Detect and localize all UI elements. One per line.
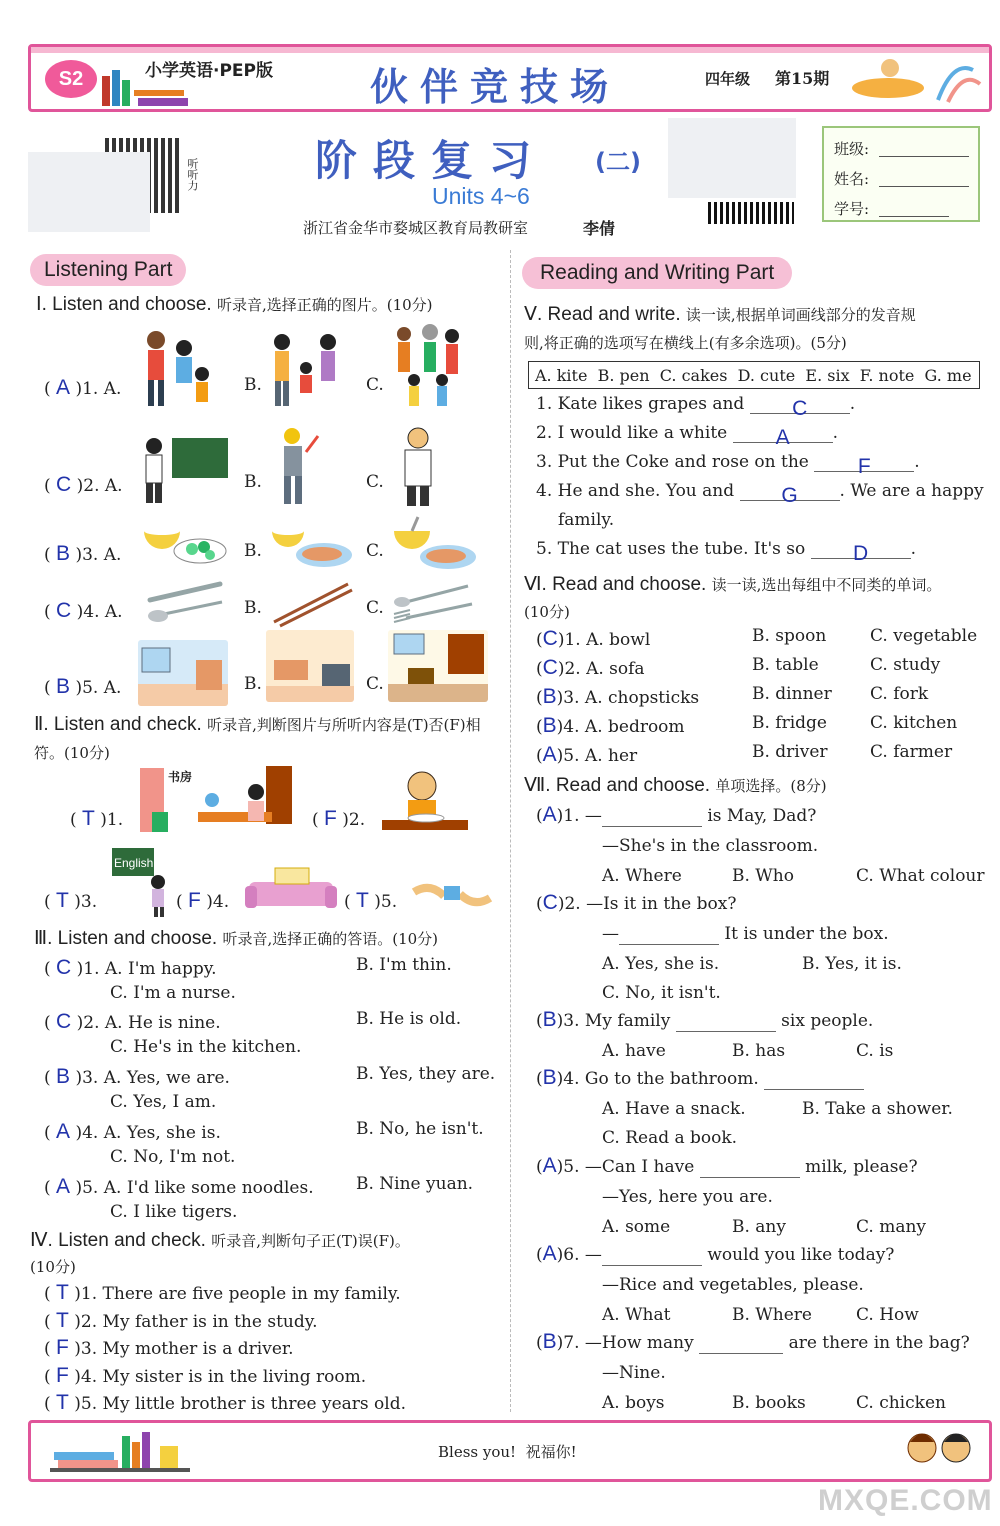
item-number: 2. bbox=[83, 476, 100, 496]
answer-mark: T bbox=[56, 1391, 69, 1414]
section6-score: (10分) bbox=[524, 603, 570, 621]
question-end: are there in the bag? bbox=[788, 1333, 970, 1353]
s5-item bbox=[536, 394, 986, 423]
sentence-end: . We are a happy bbox=[839, 481, 984, 501]
issue-badge: S2 bbox=[45, 60, 97, 98]
item-number: 3. bbox=[82, 1068, 99, 1088]
sentence-end: . bbox=[910, 539, 917, 559]
watermark: MXQE.COM bbox=[818, 1484, 993, 1517]
reading-part-label: Reading and Writing Part bbox=[522, 257, 792, 289]
english-board-label: English bbox=[114, 856, 154, 870]
answer-mark: A bbox=[56, 1175, 71, 1198]
option-b: B. Yes, it is. bbox=[802, 953, 902, 974]
section7-title: Ⅶ. Read and choose. bbox=[524, 775, 711, 796]
s1-row: ( B )3. A. B. C. bbox=[44, 515, 504, 575]
statement: )4. My sister is in the living room. bbox=[74, 1366, 367, 1387]
s4-item: ( F )4. My sister is in the living room. bbox=[44, 1363, 367, 1387]
option-a: A. some bbox=[602, 1216, 671, 1237]
section4-instruction: 听录音,判断句子正(T)误(F)。 bbox=[211, 1232, 410, 1250]
answer-blank[interactable] bbox=[764, 1072, 864, 1090]
s7-item: (A)1. — is May, Dad? —She's in the classroom. A. Where B. Who C. What colour bbox=[536, 803, 985, 886]
statement: )3. My mother is a driver. bbox=[74, 1339, 294, 1359]
study-picture bbox=[138, 764, 294, 844]
study-label: 书房 bbox=[168, 770, 193, 784]
answer-blank[interactable] bbox=[676, 1014, 776, 1032]
section7-heading bbox=[524, 774, 827, 797]
option-a: )1. A. bowl bbox=[557, 630, 651, 650]
s7-item: (B)7. —How many are there in the bag? —Nine. A. boys B. books C. chicken bbox=[536, 1329, 986, 1417]
question: )7. —How many bbox=[556, 1333, 694, 1353]
response: It is under the box. bbox=[724, 924, 889, 945]
s5-options-box bbox=[528, 361, 980, 389]
s5-item bbox=[536, 481, 986, 510]
footer-text: Bless you! 祝福你! bbox=[438, 1443, 577, 1461]
answer-mark: C bbox=[56, 956, 72, 979]
option-c: C. chicken bbox=[856, 1392, 946, 1413]
s6-item: (B)4. A. bedroom B. fridge C. kitchen bbox=[536, 713, 958, 737]
paper-title: 伙伴竞技场 bbox=[370, 65, 621, 109]
family-picture bbox=[136, 324, 216, 410]
item-number: 5. bbox=[380, 892, 398, 912]
section4-title: Ⅳ. Listen and check. bbox=[30, 1230, 206, 1251]
s1-row: ( C )4. A. B. C. bbox=[44, 578, 504, 633]
s6-item: (A)5. A. her B. driver C. farmer bbox=[536, 742, 953, 766]
soup-fish-picture bbox=[390, 515, 480, 575]
option-a: A. Yes, she is. bbox=[103, 1123, 221, 1143]
answer-mark: F bbox=[324, 807, 337, 830]
worker-picture bbox=[266, 422, 326, 510]
option-c: C. Read a book. bbox=[602, 1128, 738, 1149]
grade-label: 四年级 bbox=[705, 70, 751, 88]
option-c: C. How bbox=[856, 1304, 919, 1325]
answer-mark: T bbox=[356, 889, 369, 912]
response: —Rice and vegetables, please. bbox=[602, 1275, 864, 1296]
option-c: C. What colour bbox=[856, 865, 985, 886]
subject-label: 小学英语·PEP版 bbox=[145, 61, 273, 81]
option-c: C. No, I'm not. bbox=[110, 1147, 236, 1167]
logo-placeholder-right bbox=[668, 118, 796, 198]
option-b: B. Nine yuan. bbox=[356, 1174, 474, 1194]
s5-item bbox=[536, 452, 986, 481]
sentence: 4. He and she. You and bbox=[536, 481, 735, 501]
section5-instruction-1: 读一读,根据单词画线部分的发音规 bbox=[685, 306, 916, 324]
question: )4. Go to the bathroom. bbox=[556, 1069, 759, 1089]
s7-item: (A)5. —Can I have milk, please? —Yes, here you are. A. some B. any C. many bbox=[536, 1153, 986, 1241]
section6-instruction: 读一读,选出每组中不同类的单词。 bbox=[711, 576, 942, 594]
section4-score: (10分) bbox=[30, 1258, 76, 1276]
option-b: B. any bbox=[732, 1216, 786, 1237]
sentence-end: . bbox=[849, 394, 856, 414]
answer-blank[interactable] bbox=[700, 1160, 800, 1178]
option-b: B. fridge bbox=[752, 713, 827, 733]
class-field[interactable] bbox=[879, 156, 969, 157]
question: )3. My family bbox=[556, 1011, 671, 1031]
answer-blank[interactable]: F bbox=[814, 454, 914, 472]
answer-mark: F bbox=[188, 889, 201, 912]
item-number: 5. bbox=[82, 1178, 99, 1198]
item-number: 3. bbox=[80, 892, 98, 912]
option-b: B. Take a shower. bbox=[802, 1099, 953, 1120]
option-c: C. kitchen bbox=[870, 713, 958, 733]
logo-placeholder-left bbox=[28, 152, 150, 232]
item-number: 4. bbox=[83, 602, 100, 622]
family-picture bbox=[390, 320, 468, 410]
answer-blank[interactable]: D bbox=[811, 541, 911, 559]
column-divider bbox=[510, 250, 511, 1412]
section3-instruction: 听录音,选择正确的答语。(10分) bbox=[222, 930, 439, 948]
sentence: 3. Put the Coke and rose on the bbox=[536, 452, 809, 472]
section1-instruction: 听录音,选择正确的图片。(10分) bbox=[216, 296, 433, 314]
section6-title: Ⅵ. Read and choose. bbox=[524, 574, 707, 595]
option-a: )4. A. bedroom bbox=[556, 717, 685, 737]
s4-item: ( T )1. There are five people in my family. bbox=[44, 1281, 401, 1304]
option-a: A. Have a snack. bbox=[602, 1099, 746, 1120]
rice-fish-picture bbox=[268, 521, 356, 575]
statement: )5. My little brother is three years old. bbox=[74, 1394, 407, 1414]
s4-list bbox=[44, 1280, 504, 1418]
answer-blank[interactable] bbox=[619, 927, 719, 945]
answer-mark: C bbox=[56, 473, 72, 496]
kitchen-room-picture bbox=[138, 640, 228, 706]
item-number: 4. bbox=[212, 892, 230, 912]
option-a: )2. A. sofa bbox=[557, 659, 645, 679]
option-c: C. No, it isn't. bbox=[602, 982, 721, 1003]
option-a: A. Where bbox=[602, 865, 682, 886]
option-c: C. many bbox=[856, 1216, 927, 1237]
answer-mark: A bbox=[56, 376, 71, 399]
units-label: Units 4~6 bbox=[432, 183, 530, 209]
chopsticks-picture bbox=[268, 578, 354, 628]
answer-mark: A bbox=[542, 1154, 557, 1177]
answer-mark: A bbox=[542, 743, 557, 766]
s2-item: ( T )5. bbox=[344, 889, 398, 912]
s6-item: (C)2. A. sofa B. table C. study bbox=[536, 655, 941, 679]
s5-item-continuation: family. bbox=[558, 510, 615, 530]
name-field-label: 姓名: bbox=[834, 170, 870, 188]
statement: )2. My father is in the study. bbox=[74, 1311, 318, 1332]
books-footer-icon bbox=[50, 1428, 190, 1476]
student-id-label: 学号: bbox=[834, 200, 870, 218]
study-room-picture bbox=[388, 630, 488, 702]
sentence-end: . bbox=[914, 452, 920, 472]
s1-row: ( C )2. A. B. C. bbox=[44, 420, 504, 510]
s6-item: (C)1. A. bowl B. spoon C. vegetable bbox=[536, 626, 978, 650]
option-b: B. table bbox=[752, 655, 819, 675]
item-number: 2. bbox=[83, 1013, 100, 1033]
s5-options: A. kite B. pen C. cakes D. cute E. six F. note G. me bbox=[535, 366, 972, 385]
name-field[interactable] bbox=[879, 186, 969, 187]
answer-mark: T bbox=[56, 1281, 69, 1304]
item-number: 1. bbox=[82, 379, 99, 399]
answer-mark: B bbox=[542, 1008, 557, 1031]
question: )2. —Is it in the box? bbox=[557, 894, 737, 914]
teacher-picture bbox=[136, 434, 232, 506]
option-a: )5. A. her bbox=[556, 746, 638, 766]
qr-code-right[interactable] bbox=[708, 202, 794, 224]
author-org: 浙江省金华市婺城区教育局教研室 bbox=[303, 219, 529, 237]
option-b: B. books bbox=[732, 1392, 806, 1413]
option-c: C. I'm a nurse. bbox=[110, 983, 236, 1003]
section2-instruction: 听录音,判断图片与所听内容是(T)否(F)相符。(10分) bbox=[34, 716, 481, 762]
s3-item: ( A )5. A. I'd like some noodles. B. Nine yuan. C. I like tigers. bbox=[44, 1174, 474, 1222]
question-end: milk, please? bbox=[805, 1157, 918, 1177]
option-c: C. study bbox=[870, 655, 941, 675]
option-a: )3. A. chopsticks bbox=[556, 688, 700, 708]
option-a: A. I'd like some noodles. bbox=[103, 1178, 314, 1198]
option-b: B. Who bbox=[732, 865, 794, 886]
author-name: 李倩 bbox=[583, 219, 616, 238]
sentence-end: . bbox=[832, 423, 839, 443]
option-c: C. He's in the kitchen. bbox=[110, 1037, 302, 1057]
response: —She's in the classroom. bbox=[602, 836, 819, 857]
s4-item: ( T )5. My little brother is three years old. bbox=[44, 1391, 407, 1414]
s4-item: ( T )2. My father is in the study. bbox=[44, 1308, 318, 1332]
option-b: B. spoon bbox=[752, 626, 827, 646]
s5-list bbox=[536, 394, 986, 568]
section2-heading bbox=[34, 711, 504, 766]
question: )6. — bbox=[556, 1245, 602, 1265]
student-info-box bbox=[822, 126, 980, 222]
answer-blank[interactable]: G bbox=[740, 483, 840, 501]
section2-title: Ⅱ. Listen and check. bbox=[34, 714, 202, 735]
answer-mark: B bbox=[56, 1065, 71, 1088]
answer-mark: T bbox=[82, 807, 95, 830]
option-b: B. has bbox=[732, 1041, 786, 1062]
s3-item: ( C )1. A. I'm happy. B. I'm thin. C. I'm a nurse. bbox=[44, 955, 452, 1003]
question-end: is May, Dad? bbox=[707, 806, 817, 826]
answer-blank[interactable]: A bbox=[733, 425, 833, 443]
page-subtitle: (二) bbox=[595, 148, 641, 176]
answer-mark: A bbox=[542, 1242, 557, 1265]
option-b: B. He is old. bbox=[356, 1009, 462, 1029]
s7-item: (B)3. My family six people. A. have B. has C. is bbox=[536, 1008, 894, 1062]
answer-mark: B bbox=[542, 685, 557, 708]
option-a: A. He is nine. bbox=[104, 1013, 221, 1033]
section5-title: Ⅴ. Read and write. bbox=[524, 304, 681, 325]
sofa-picture bbox=[245, 864, 337, 916]
s3-item: ( C )2. A. He is nine. B. He is old. C. He's in the kitchen. bbox=[44, 1009, 462, 1057]
s3-item: ( A )4. A. Yes, she is. B. No, he isn't. C. No, I'm not. bbox=[44, 1119, 484, 1167]
option-a: A. I'm happy. bbox=[104, 959, 217, 979]
answer-mark: B bbox=[542, 714, 557, 737]
section7-instruction: 单项选择。(8分) bbox=[715, 777, 827, 795]
section6-heading bbox=[524, 573, 941, 596]
answer-mark: B bbox=[542, 1330, 557, 1353]
s3-list bbox=[44, 955, 504, 1229]
s5-item bbox=[536, 423, 986, 452]
answer-blank[interactable] bbox=[602, 809, 702, 827]
answer-blank[interactable]: C bbox=[750, 396, 850, 414]
item-number: 4. bbox=[82, 1123, 99, 1143]
sentence: 5. The cat uses the tube. It's so bbox=[536, 539, 806, 559]
page-title: 阶段复习 bbox=[315, 136, 548, 185]
section3-heading bbox=[34, 927, 438, 950]
sentence: 1. Kate likes grapes and bbox=[536, 394, 745, 414]
answer-mark: C bbox=[542, 891, 558, 914]
item-number: 1. bbox=[106, 810, 124, 830]
answer-mark: F bbox=[56, 1363, 69, 1387]
answer-mark: B bbox=[56, 675, 71, 698]
section3-title: Ⅲ. Listen and choose. bbox=[34, 928, 218, 949]
section5-instruction-2: 则,将正确的选项写在横线上(有多余选项)。(5分) bbox=[524, 334, 847, 352]
answer-mark: F bbox=[56, 1336, 69, 1359]
issue-number: 第15期 bbox=[775, 69, 830, 88]
s6-item: (B)3. A. chopsticks B. dinner C. fork bbox=[536, 684, 929, 708]
answer-mark: T bbox=[56, 1308, 69, 1332]
girl-plane-icon bbox=[848, 50, 983, 108]
s2-item: ( F )4. bbox=[176, 889, 230, 912]
s7-item: (B)4. Go to the bathroom. A. Have a snack. B. Take a shower. C. Read a book. bbox=[536, 1065, 986, 1153]
handing-item-picture bbox=[410, 878, 494, 914]
question-end: six people. bbox=[781, 1011, 874, 1031]
s2-item: ( T )1. bbox=[70, 807, 124, 830]
option-a: A. What bbox=[602, 1304, 671, 1325]
question: )1. — bbox=[556, 806, 602, 826]
knife-spoon-picture bbox=[140, 578, 226, 626]
answer-mark: C bbox=[542, 656, 558, 679]
answer-mark: C bbox=[56, 1010, 72, 1033]
answer-mark: A bbox=[56, 1120, 71, 1143]
option-c: C. I like tigers. bbox=[110, 1202, 238, 1222]
option-c: C. fork bbox=[870, 684, 929, 704]
student-id-field[interactable] bbox=[879, 216, 949, 217]
s7-item: (C)2. —Is it in the box? — It is under the box. A. Yes, she is. B. Yes, it is. C. No, it isn't. bbox=[536, 890, 986, 1007]
option-b: B. I'm thin. bbox=[356, 955, 452, 975]
s6-list bbox=[536, 626, 986, 771]
answer-mark: A bbox=[542, 803, 557, 826]
class-field-label: 班级: bbox=[834, 140, 870, 158]
s4-item: ( F )3. My mother is a driver. bbox=[44, 1336, 294, 1359]
s2-item: ( T )3. bbox=[44, 889, 98, 912]
answer-mark: C bbox=[542, 627, 558, 650]
rice-vegetable-picture bbox=[140, 521, 230, 573]
option-b: B. No, he isn't. bbox=[356, 1119, 484, 1139]
s7-list bbox=[536, 802, 986, 1417]
statement: )1. There are five people in my family. bbox=[74, 1284, 401, 1304]
response: —Nine. bbox=[602, 1363, 666, 1384]
option-a: A. boys bbox=[602, 1392, 665, 1413]
s3-item: ( B )3. A. Yes, we are. B. Yes, they are. C. Yes, I am. bbox=[44, 1064, 496, 1112]
item-number: 3. bbox=[82, 545, 99, 565]
answer-mark: T bbox=[56, 889, 69, 912]
section1-title: Ⅰ. Listen and choose. bbox=[36, 294, 212, 315]
option-c: C. farmer bbox=[870, 742, 953, 762]
option-c: C. vegetable bbox=[870, 626, 978, 646]
sentence: 2. I would like a white bbox=[536, 423, 728, 443]
option-b: B. driver bbox=[752, 742, 828, 762]
option-b: B. dinner bbox=[752, 684, 832, 704]
listening-part-label: Listening Part bbox=[30, 254, 186, 286]
family-picture bbox=[266, 328, 346, 410]
item-number: 1. bbox=[83, 959, 100, 979]
response: —Yes, here you are. bbox=[602, 1187, 773, 1208]
section5-heading bbox=[524, 303, 916, 326]
section1-heading bbox=[36, 293, 433, 316]
option-c: C. is bbox=[856, 1041, 894, 1062]
doctor-picture bbox=[390, 422, 446, 510]
s2-item: ( F )2. bbox=[312, 807, 366, 830]
answer-mark: B bbox=[542, 1066, 557, 1089]
question: )5. —Can I have bbox=[556, 1157, 695, 1177]
s7-item: (A)6. — would you like today? —Rice and vegetables, please. A. What B. Where C. How bbox=[536, 1241, 986, 1329]
item-number: 5. bbox=[82, 678, 99, 698]
option-c: C. Yes, I am. bbox=[110, 1092, 217, 1112]
option-b: B. Yes, they are. bbox=[356, 1064, 496, 1084]
option-a: A. have bbox=[602, 1041, 666, 1062]
section4-heading bbox=[30, 1229, 410, 1252]
fork-spoon-picture bbox=[390, 578, 478, 626]
option-b: B. Where bbox=[732, 1304, 812, 1325]
option-a: A. Yes, we are. bbox=[103, 1068, 230, 1088]
answer-mark: B bbox=[56, 542, 71, 565]
living-room-picture bbox=[266, 630, 354, 702]
s5-item bbox=[536, 539, 986, 568]
s1-row: ( B )5. A. B. C. bbox=[44, 630, 504, 710]
question-end: would you like today? bbox=[707, 1245, 895, 1265]
item-number: 2. bbox=[348, 810, 366, 830]
listen-label: 听听力 bbox=[186, 158, 199, 191]
answer-blank[interactable] bbox=[699, 1336, 783, 1354]
kids-icon bbox=[900, 1428, 980, 1476]
boy-eating-picture bbox=[378, 766, 472, 842]
answer-blank[interactable] bbox=[602, 1248, 702, 1266]
s1-row: ( A )1. A. B. C. bbox=[44, 320, 504, 410]
answer-mark: C bbox=[56, 599, 72, 622]
option-a: A. Yes, she is. bbox=[602, 953, 720, 974]
